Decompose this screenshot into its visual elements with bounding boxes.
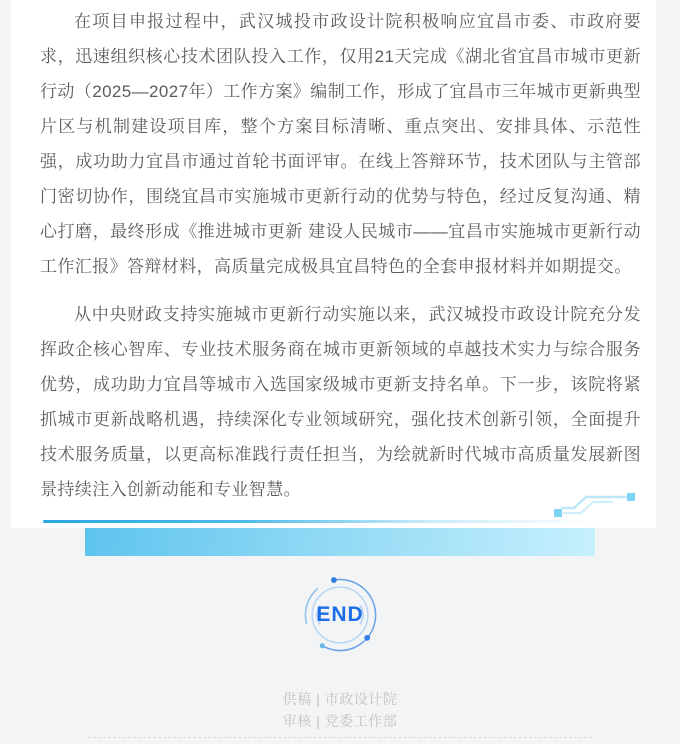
dotted-divider: [88, 737, 592, 738]
article-card: [11, 0, 656, 528]
circuit-icon: [541, 489, 651, 521]
gradient-bar: [85, 528, 595, 556]
footer-credit-line: 供稿 | 市政设计院: [282, 691, 398, 707]
gradient-divider-line: [43, 520, 599, 523]
end-label: END: [316, 603, 364, 626]
footer-review-line: 审核 | 党委工作部: [282, 713, 398, 729]
article-paragraph-2: 从中央财政支持实施城市更新行动实施以来，武汉城投市政设计院充分发挥政企核心智库、专业技术服务商在城市更新领域的卓越技术实力与综合服务优势，成功助力宜昌等城市入选国家级城市更新支持名单。下一步，该院将紧抓城市更新战略机遇，持续深化专业领域研究，强化技术创新引领，全面提升技术服务质量，以更高标准践行责任担当，为绘就新时代城市高质量发展新图景持续注入创新动能和专业智慧。: [40, 305, 641, 499]
end-badge: [292, 567, 388, 663]
footer-credits: [0, 688, 680, 732]
article-paragraph-1: 在项目申报过程中，武汉城投市政设计院积极响应宜昌市委、市政府要求，迅速组织核心技术团队投入工作，仅用21天完成《湖北省宜昌市城市更新行动（2025—2027年）工作方案》编制工作，形成了宜昌市三年城市更新典型片区与机制建设项目库，整个方案目标清晰、重点突出、安排具体、示范性强，成功助力宜昌市通过首轮书面评审。在线上答辩环节，技术团队与主管部门密切协作，围绕宜昌市实施城市更新行动的优势与特色，经过反复沟通、精心打磨，最终形成《推进城市更新 建设人民城市——宜昌市实施城市更新行动工作汇报》答辩材料，高质量完成极具宜昌特色的全套申报材料并如期提交。: [40, 12, 641, 276]
article-body: [40, 4, 641, 507]
